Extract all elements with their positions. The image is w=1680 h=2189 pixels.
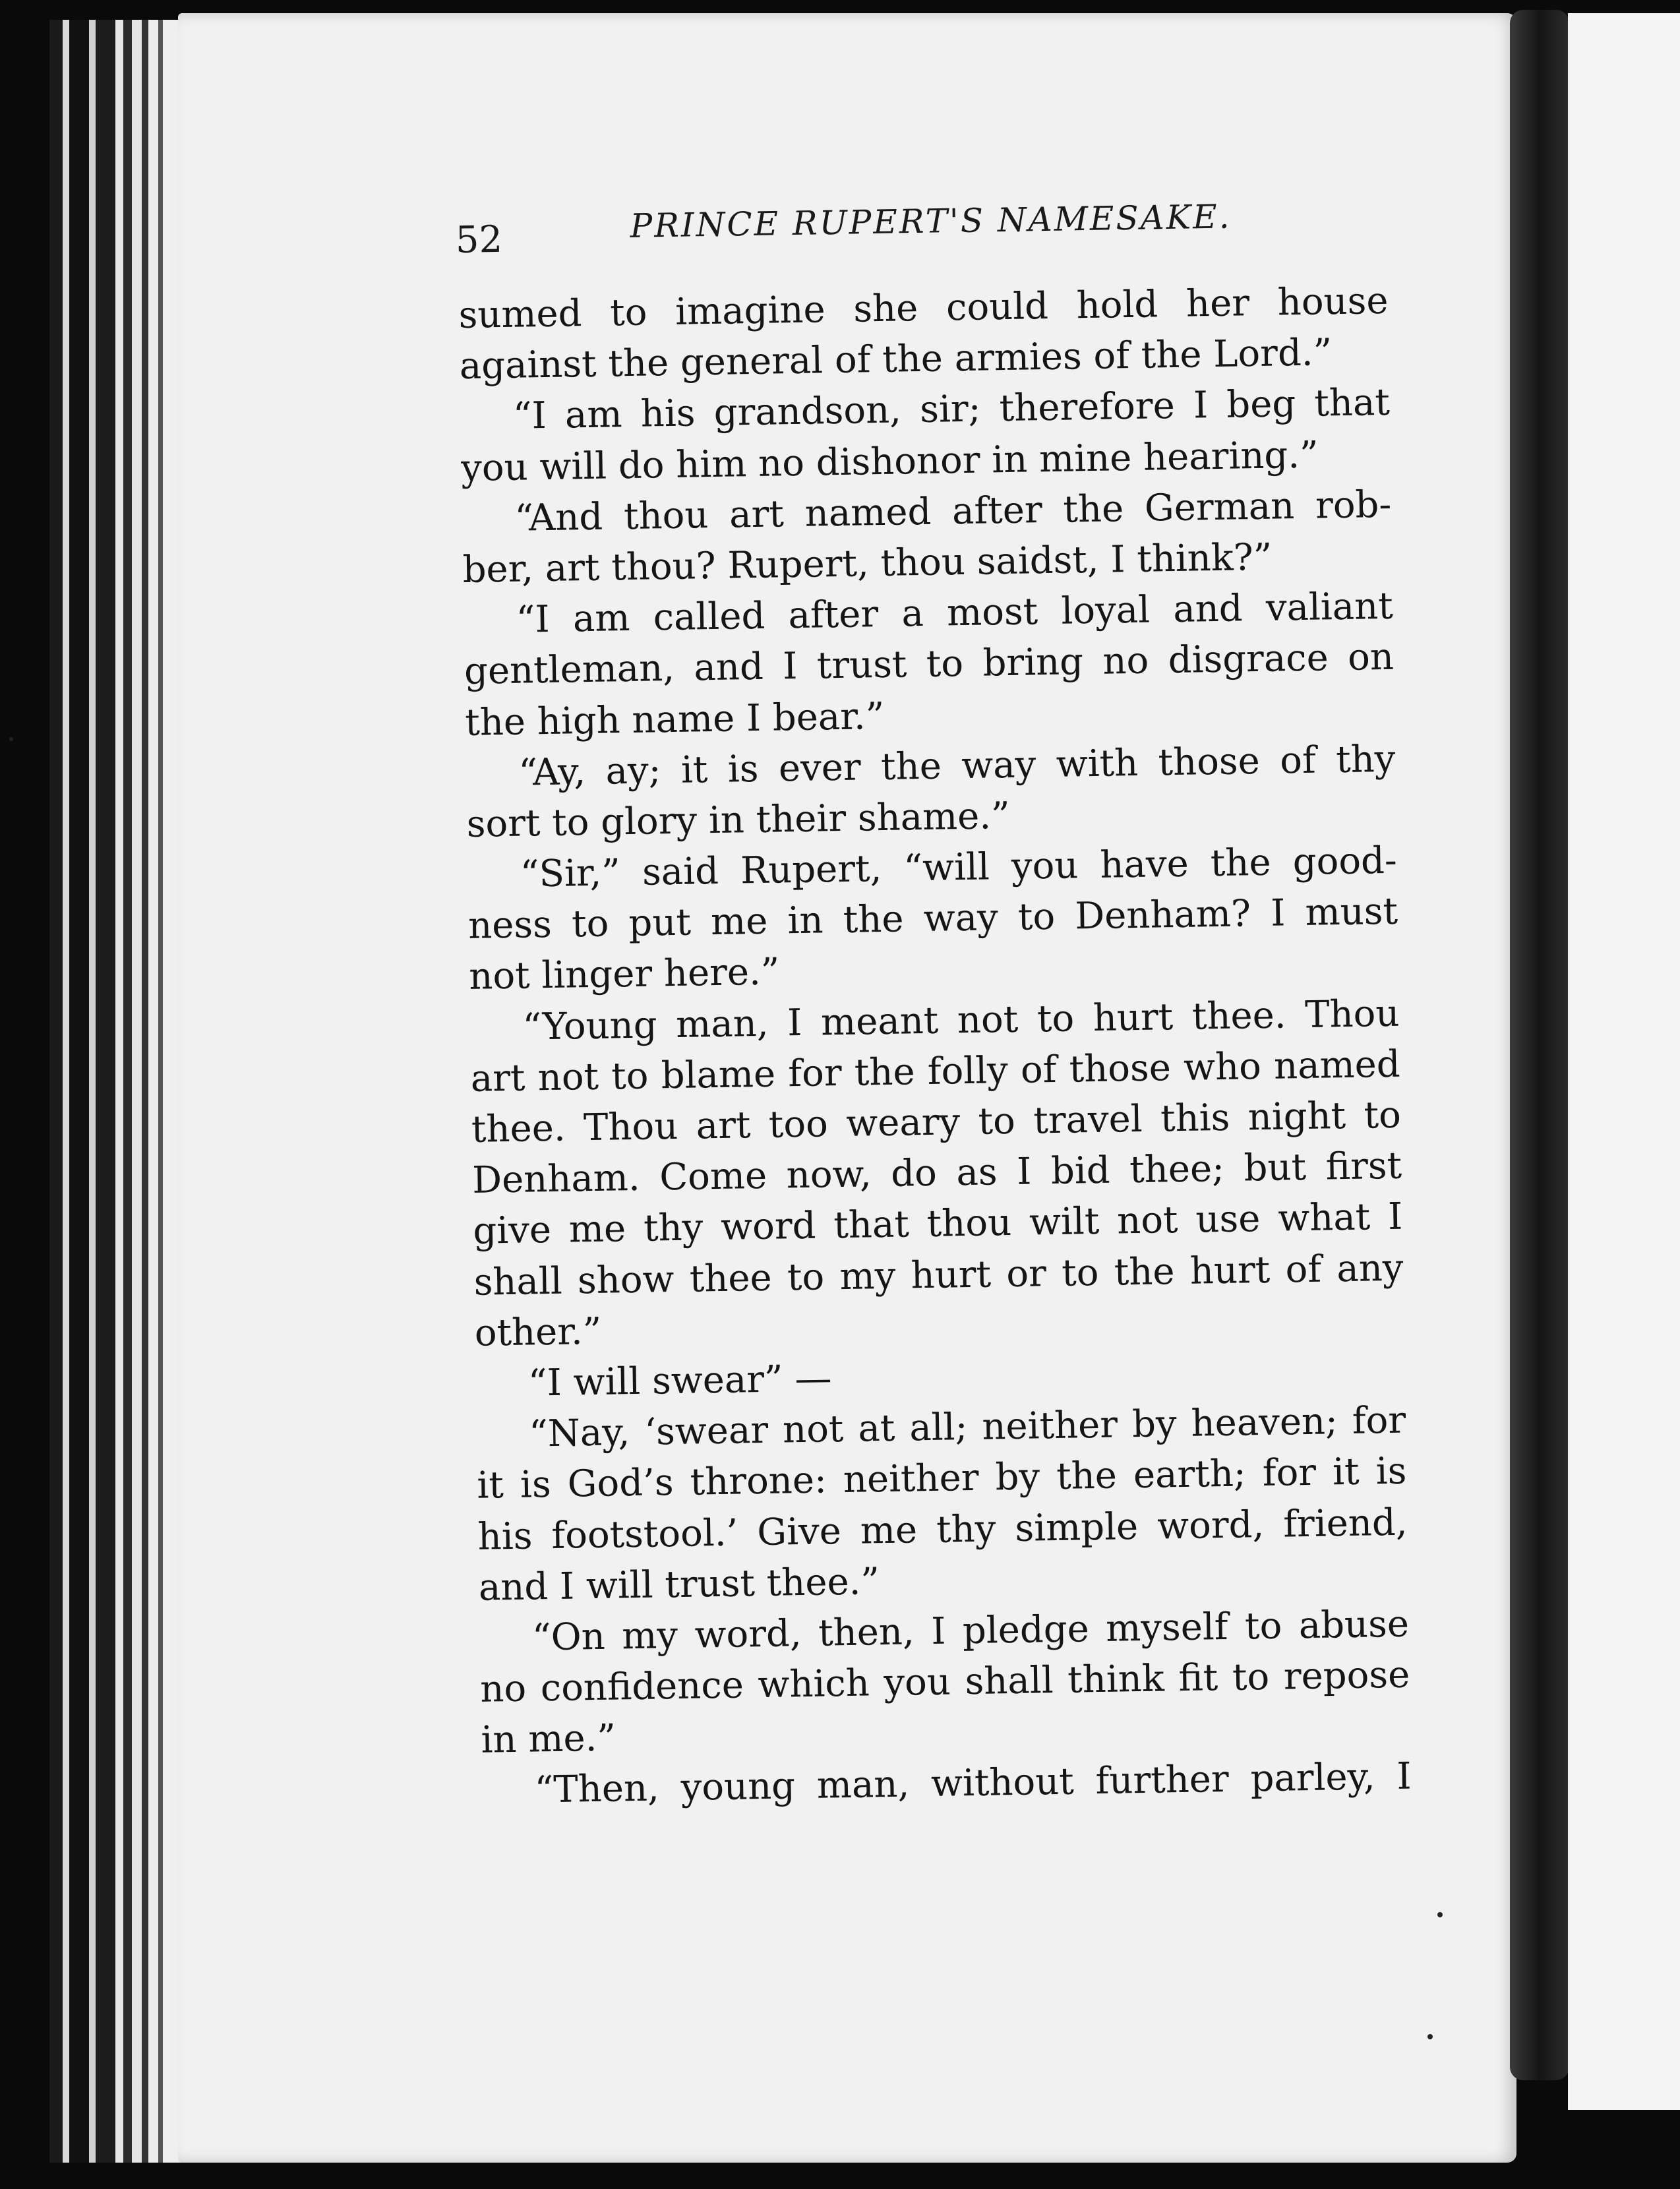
- text-line: “I am called after a most loyal and valiant: [516, 584, 1394, 642]
- page-edges: [49, 20, 181, 2163]
- text-line: no confidence which you shall think fit to repose: [479, 1653, 1410, 1711]
- text-line: gentleman, and I trust to bring no disgrace on: [464, 636, 1395, 694]
- text-line: “Young man, I meant not to hurt thee. Thou: [522, 992, 1400, 1049]
- text-line: sumed to imagine she could hold her house: [458, 279, 1389, 337]
- text-line: shall show thee to my hurt or to the hurt of any: [473, 1246, 1404, 1304]
- text-line: other.”: [474, 1309, 602, 1355]
- ink-speck: [1427, 2034, 1433, 2039]
- text-line: it is God’s throne: neither by the earth; for it is: [476, 1449, 1407, 1508]
- text-line: not linger here.”: [468, 950, 780, 999]
- text-line: “On my word, then, I pledge myself to abuse: [531, 1602, 1410, 1660]
- text-line: Denham. Come now, do as I bid thee; but first: [471, 1144, 1402, 1203]
- ink-speck: [1437, 1912, 1443, 1917]
- text-line: his footstool.’ Give me thy simple word, friend,: [477, 1501, 1408, 1559]
- facing-page: [1568, 13, 1680, 2110]
- text-line: in me.”: [481, 1716, 616, 1762]
- book-gutter: [1510, 10, 1569, 2080]
- page-number: 52: [455, 218, 503, 262]
- text-line: art not to blame for the folly of those who named: [470, 1042, 1401, 1100]
- text-line: “Then, young man, without further parley, I: [534, 1755, 1412, 1812]
- text-line: “I am his grandson, sir; therefore I beg that: [512, 381, 1391, 438]
- running-head: PRINCE RUPERT'S NAMESAKE.: [630, 197, 1232, 245]
- text-line: and I will trust thee.”: [478, 1559, 880, 1609]
- text-line: sort to glory in their shame.”: [466, 794, 1011, 846]
- text-line: thee. Thou art too weary to travel this night to: [471, 1093, 1402, 1151]
- text-line: “Ay, ay; it is ever the way with those of thy: [518, 737, 1396, 795]
- text-line: ness to put me in the way to Denham? I must: [467, 889, 1398, 948]
- text-line: the high name I bear.”: [464, 694, 885, 744]
- text-line: “I will swear” —: [527, 1357, 832, 1405]
- text-line: against the general of the armies of the Lord.”: [459, 331, 1333, 388]
- text-line: “Sir,” said Rupert, “will you have the good-: [520, 839, 1398, 896]
- text-line: “Nay, ‘swear not at all; neither by heaven; for: [528, 1398, 1406, 1456]
- ink-speck: [9, 737, 13, 741]
- text-line: “And thou art named after the German rob-: [514, 483, 1392, 540]
- text-line: give me thy word that thou wilt not use what I: [472, 1195, 1403, 1253]
- body-text: [458, 276, 1412, 1816]
- text-line: you will do him no dishonor in mine hearing.”: [460, 433, 1319, 490]
- text-line: ber, art thou? Rupert, thou saidst, I think?”: [462, 535, 1273, 591]
